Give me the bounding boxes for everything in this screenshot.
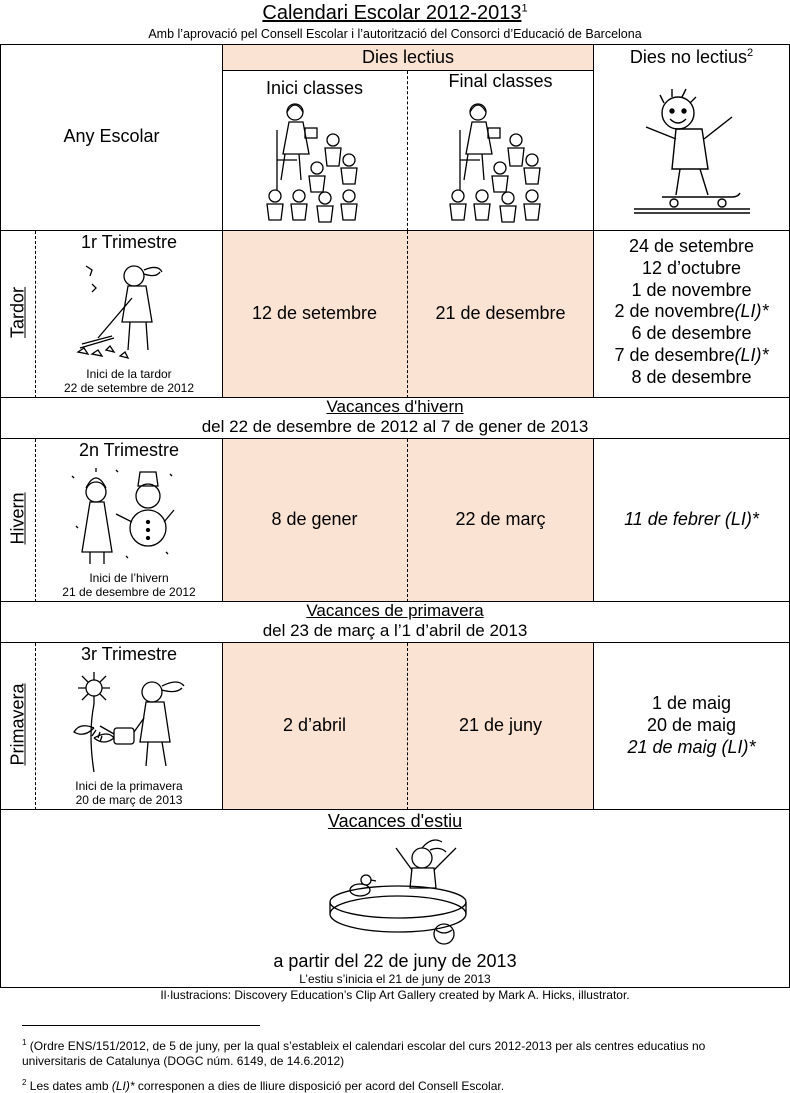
footnote-1: [22, 1035, 762, 1069]
hivern-no-lectius-item: 11 de febrer (LI)*: [624, 509, 759, 529]
hivern-trimestre-label: 2n Trimestre: [78, 440, 180, 460]
final-classes-label: Final classes: [448, 71, 553, 91]
watering-flower-illustration: [70, 668, 195, 776]
page-title: [0, 2, 790, 25]
hivern-final-classes: 22 de març: [455, 509, 546, 529]
hivern-inici-season: Inici de l’hivern: [89, 571, 169, 585]
dies-no-lectius-text: Dies no lectius: [629, 47, 747, 67]
tardor-inici-date: 22 de setembre de 2012: [63, 381, 195, 395]
primavera-no-lectius-item: 1 de maig: [651, 693, 732, 713]
tardor-no-lectius-item: 2 de novembre(LI)*: [614, 301, 769, 322]
tardor-season-label: Tardor: [7, 286, 28, 339]
vacances-estiu-dates: a partir del 22 de juny de 2013: [273, 951, 517, 971]
tardor-inici-classes: 12 de setembre: [251, 303, 378, 323]
primavera-no-lectius-list: [593, 692, 790, 758]
title-text: Calendari Escolar 2012-2013: [262, 2, 522, 24]
primavera-no-lectius-item: 21 de maig (LI)*: [627, 737, 756, 757]
page-subtitle: Amb l’aprovació pel Consell Escolar i l’autorització del Consorci d’Educació de Barcelona: [148, 27, 642, 41]
teacher-reading-illustration-start: [265, 100, 365, 225]
footnote-1-mark: 1: [22, 1038, 27, 1047]
vacances-hivern-title: Vacances d'hivern: [326, 397, 464, 416]
footnote-2-li-mark: (LI)*: [111, 1079, 135, 1093]
footnote-2: [22, 1075, 762, 1093]
dies-no-lectius-footnote-mark: 2: [746, 47, 754, 59]
hivern-inici-classes: 8 de gener: [271, 509, 358, 529]
dies-lectius-label: Dies lectius: [361, 47, 455, 67]
tardor-final-classes: 21 de desembre: [435, 303, 566, 323]
tardor-no-lectius-item: 24 de setembre: [628, 236, 755, 256]
footnote-1-text: (Ordre ENS/151/2012, de 5 de juny, per la qual s’estableix el calendari escolar del curs 2012-2013 per als centres educatius no universitaris de Catalunya (DOGC núm. 6149, de 14.6.2012): [22, 1039, 706, 1068]
footnote-divider: [22, 1025, 260, 1026]
illustration-credits: Il·lustracions: Discovery Education’s Clip Art Gallery created by Mark A. Hicks, illustrator.: [160, 988, 630, 1002]
primavera-trimestre-label: 3r Trimestre: [80, 644, 177, 664]
header-divider: [407, 71, 408, 231]
primavera-final-classes: 21 de juny: [458, 715, 543, 735]
vacances-primavera-title: Vacances de primavera: [306, 601, 484, 620]
vacances-primavera-dates: del 23 de març a l’1 d’abril de 2013: [262, 621, 528, 640]
primavera-inici-season: Inici de la primavera: [75, 779, 183, 793]
tardor-trimestre-label: 1r Trimestre: [80, 232, 177, 252]
skateboard-kid-illustration: [632, 85, 752, 215]
tardor-no-lectius-item: 6 de desembre: [631, 323, 752, 344]
dies-no-lectius-label: [593, 47, 790, 68]
tardor-no-lectius-list: [593, 236, 790, 389]
primavera-inici-date: 20 de març de 2013: [75, 793, 183, 807]
vacances-estiu-title: Vacances d'estiu: [327, 811, 463, 831]
tardor-inici-season: Inici de la tardor: [86, 367, 172, 381]
vacances-estiu-note: L’estiu s’inicia el 21 de juny de 2013: [299, 972, 491, 986]
tardor-no-lectius-item: 7 de desembre(LI)*: [614, 344, 769, 365]
teacher-reading-illustration-end: [448, 100, 548, 225]
hivern-inici-date: 21 de desembre de 2012: [62, 585, 196, 599]
hivern-season-label: Hivern: [7, 492, 28, 545]
tardor-no-lectius-item: 8 de desembre: [631, 366, 752, 387]
snowman-illustration: [66, 466, 176, 570]
any-escolar-label: Any Escolar: [63, 126, 160, 146]
footnote-2-text-post: corresponen a dies de lliure disposició per acord del Consell Escolar.: [134, 1079, 505, 1093]
tardor-no-lectius-item: 1 de novembre: [631, 279, 752, 300]
primavera-season-label: Primavera: [7, 683, 28, 766]
footnote-2-text-pre: Les dates amb: [29, 1079, 112, 1093]
pool-kid-illustration: [326, 836, 476, 948]
primavera-no-lectius-item: 20 de maig: [646, 715, 737, 735]
raking-leaves-illustration: [72, 256, 167, 366]
title-footnote-mark: 1: [521, 2, 528, 15]
inici-classes-label: Inici classes: [265, 78, 364, 98]
primavera-inici-classes: 2 d’abril: [282, 715, 347, 735]
tardor-no-lectius-item: 12 d’octubre: [641, 257, 742, 278]
vacances-hivern-dates: del 22 de desembre de 2012 al 7 de gener de 2013: [201, 417, 589, 436]
footnote-2-mark: 2: [22, 1078, 27, 1087]
